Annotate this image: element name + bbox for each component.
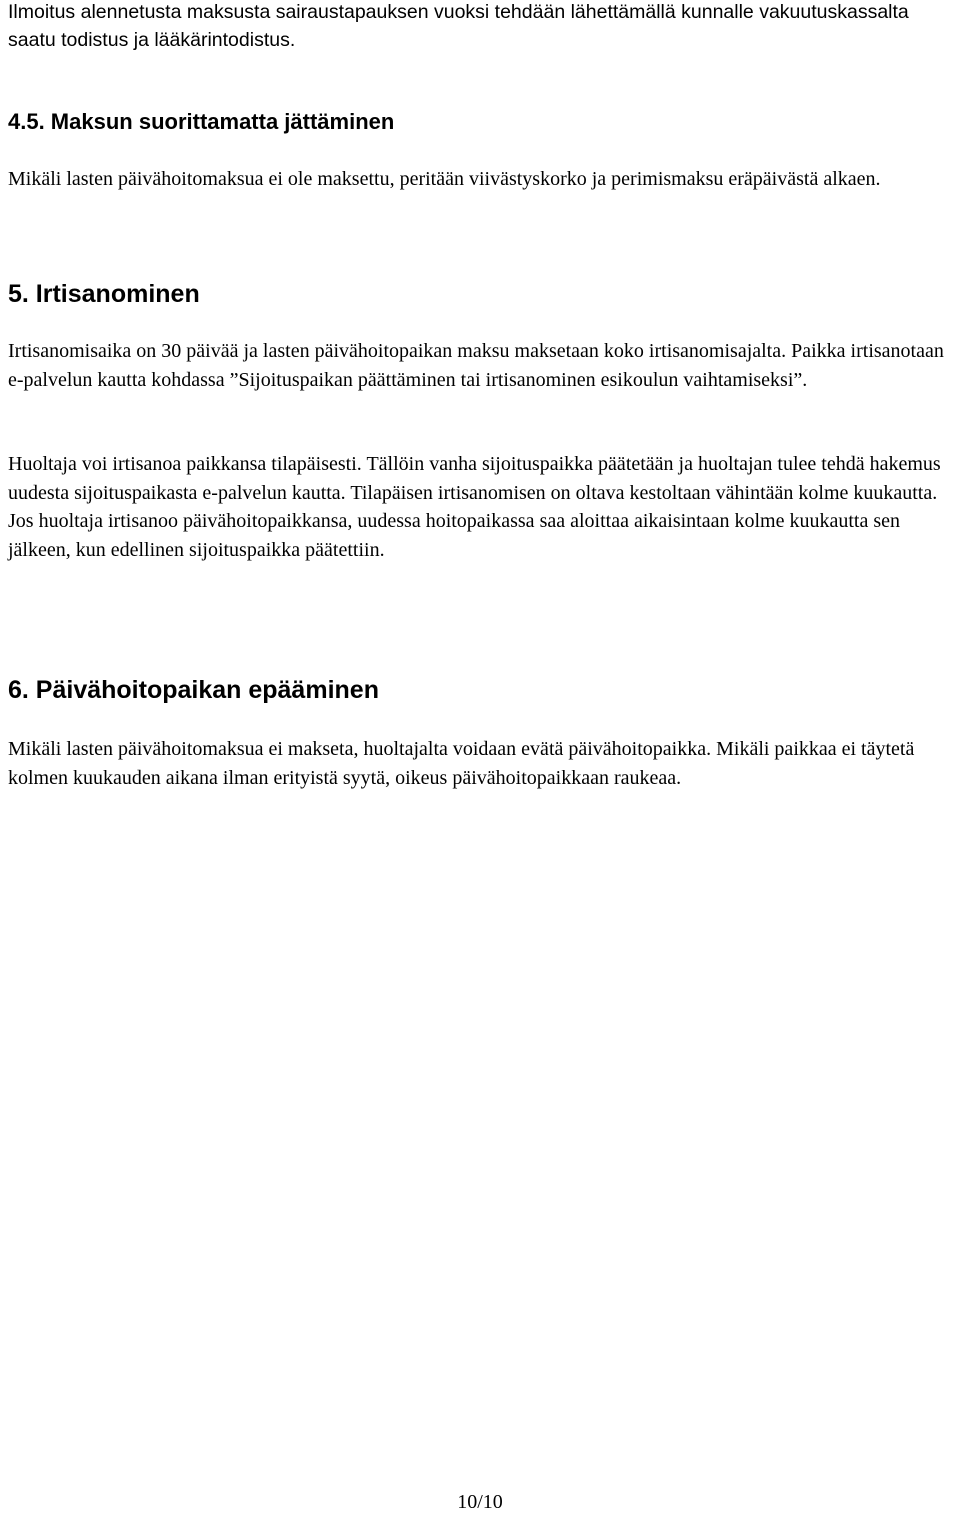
page-number: 10/10 xyxy=(457,1491,503,1513)
section-5-heading: 5. Irtisanominen xyxy=(8,280,200,308)
section-5-paragraph-1: Irtisanomisaika on 30 päivää ja lasten päivähoitopaikan maksu maksetaan koko irtisanomisajalta. Paikka irtisanotaan e-palvelun kautta kohdassa ”Sijoituspaikan päättäminen tai irtisanominen esikoulun vaihtamiseksi”. xyxy=(8,340,944,391)
section-4-5-paragraph: Mikäli lasten päivähoitomaksua ei ole maksettu, peritään viivästyskorko ja perimismaksu eräpäivästä alkaen. xyxy=(8,168,881,190)
section-6-paragraph: Mikäli lasten päivähoitomaksua ei makseta, huoltajalta voidaan evätä päivähoitopaikka. Mikäli paikkaa ei täytetä kolmen kuukauden aikana ilman erityistä syytä, oikeus päivähoitopaikkaan raukeaa. xyxy=(8,738,915,789)
section-5-paragraph-2: Huoltaja voi irtisanoa paikkansa tilapäisesti. Tällöin vanha sijoituspaikka päätetään ja huoltajan tulee tehdä hakemus uudesta sijoituspaikasta e-palvelun kautta. Tilapäisen irtisanomisen on oltava kestoltaan vähintään kolme kuukautta. Jos huoltaja irtisanoo päivähoitopaikkansa, uudessa hoitopaikassa saa aloittaa aikaisintaan kolme kuukautta sen jälkeen, kun edellinen sijoituspaikka päätettiin. xyxy=(8,453,941,561)
section-6-heading: 6. Päivähoitopaikan epääminen xyxy=(8,676,379,704)
section-4-5-heading: 4.5. Maksun suorittamatta jättäminen xyxy=(8,109,395,134)
intro-paragraph: Ilmoitus alennetusta maksusta sairaustapauksen vuoksi tehdään lähettämällä kunnalle vakuutuskassalta saatu todistus ja lääkärintodistus. xyxy=(8,1,909,51)
